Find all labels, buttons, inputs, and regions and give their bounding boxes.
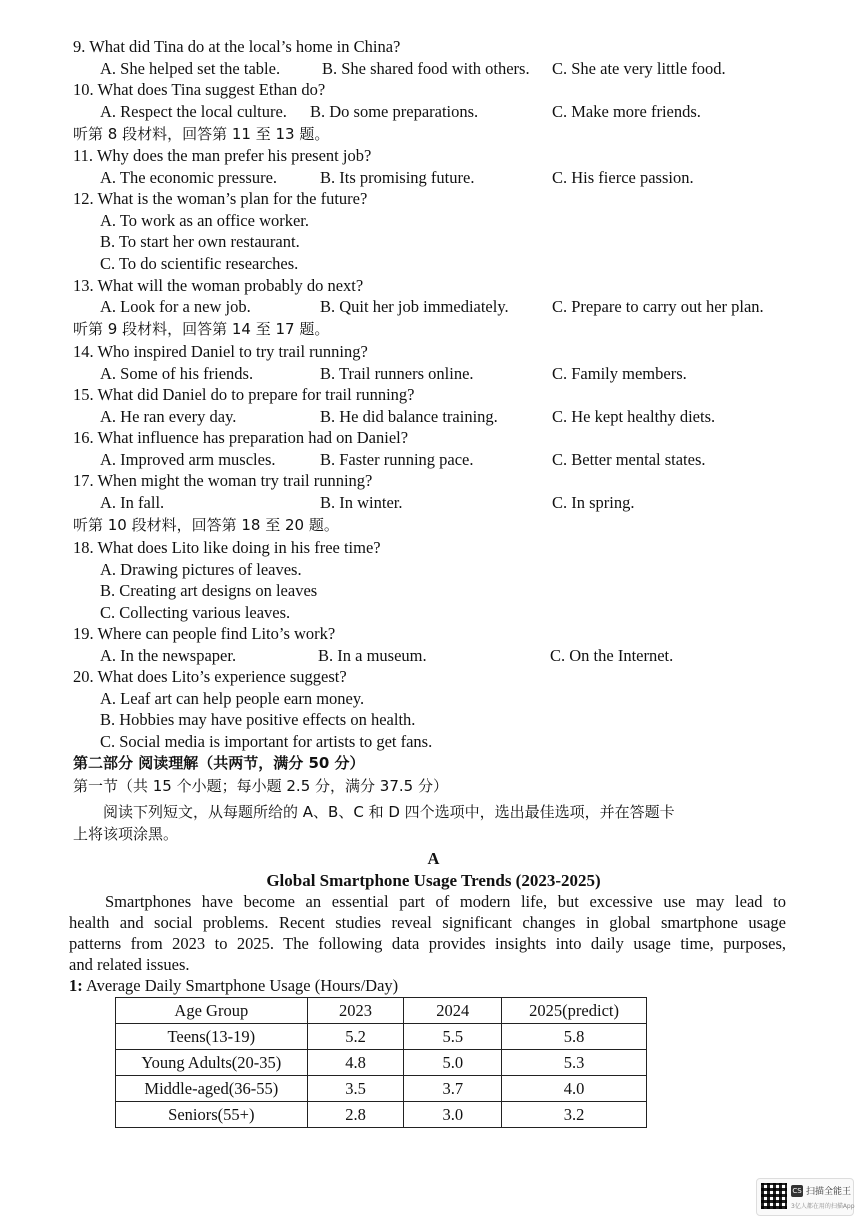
table-cell: 3.2 xyxy=(502,1102,647,1128)
question-18-option-c: C. Collecting various leaves. xyxy=(100,603,291,622)
question-18-option-a: A. Drawing pictures of leaves. xyxy=(100,560,302,579)
table-cell: Young Adults(20-35) xyxy=(116,1050,308,1076)
reading-instruction-line-2: 上将该项涂黑。 xyxy=(73,825,179,843)
table-cell: 3.7 xyxy=(404,1076,502,1102)
table-caption-number: 1: xyxy=(69,976,83,995)
question-19-option-a: A. In the newspaper. xyxy=(100,646,237,665)
section-10-instruction: 听第 10 段材料，回答第 18 至 20 题。 xyxy=(73,516,339,534)
question-20-option-b: B. Hobbies may have positive effects on health. xyxy=(100,710,416,729)
table-cell: 5.5 xyxy=(404,1024,502,1050)
question-12-option-b: B. To start her own restaurant. xyxy=(100,232,300,251)
question-10-stem: 10. What does Tina suggest Ethan do? xyxy=(73,80,326,99)
question-18-stem: 18. What does Lito like doing in his free time? xyxy=(73,538,381,557)
section-8-instruction: 听第 8 段材料，回答第 11 至 13 题。 xyxy=(73,125,330,143)
question-12-option-c: C. To do scientific researches. xyxy=(100,254,299,273)
table-cell: 5.3 xyxy=(502,1050,647,1076)
question-14-option-b: B. Trail runners online. xyxy=(320,364,474,383)
question-14-option-a: A. Some of his friends. xyxy=(100,364,254,383)
question-15-option-c: C. He kept healthy diets. xyxy=(552,407,716,426)
part-two-heading: 第二部分 阅读理解（共两节，满分 50 分） xyxy=(73,754,365,772)
question-16-option-b: B. Faster running pace. xyxy=(320,450,474,469)
table-cell: 3.5 xyxy=(307,1076,404,1102)
passage-text-line-4: and related issues. xyxy=(69,955,190,974)
scanner-app-tagline: 3亿人都在用的扫描App xyxy=(791,1203,855,1210)
table-row xyxy=(116,1050,647,1076)
table-cell: 5.8 xyxy=(502,1024,647,1050)
section-one-heading: 第一节（共 15 个小题；每小题 2.5 分，满分 37.5 分） xyxy=(73,777,448,795)
question-12-stem: 12. What is the woman’s plan for the future? xyxy=(73,189,368,208)
question-20-stem: 20. What does Lito’s experience suggest? xyxy=(73,667,347,686)
question-11-option-c: C. His fierce passion. xyxy=(552,168,694,187)
section-9-instruction: 听第 9 段材料，回答第 14 至 17 题。 xyxy=(73,320,330,338)
question-12-option-a: A. To work as an office worker. xyxy=(100,211,310,230)
scanner-watermark xyxy=(756,1178,854,1216)
table-cell: 5.2 xyxy=(307,1024,404,1050)
question-10-option-a: A. Respect the local culture. xyxy=(100,102,287,121)
question-13-option-b: B. Quit her job immediately. xyxy=(320,297,509,316)
question-15-stem: 15. What did Daniel do to prepare for trail running? xyxy=(73,385,415,404)
table-header-row xyxy=(116,998,647,1024)
question-17-option-a: A. In fall. xyxy=(100,493,165,512)
passage-title: Global Smartphone Usage Trends (2023-2025) xyxy=(266,871,601,890)
table-row xyxy=(116,1024,647,1050)
question-10-option-c: C. Make more friends. xyxy=(552,102,701,121)
question-9-stem: 9. What did Tina do at the local’s home in China? xyxy=(73,37,401,56)
table-cell: 4.8 xyxy=(307,1050,404,1076)
reading-instruction-line-1: 阅读下列短文，从每题所给的 A、B、C 和 D 四个选项中，选出最佳选项，并在答题卡 xyxy=(103,803,675,821)
question-15-option-a: A. He ran every day. xyxy=(100,407,237,426)
passage-letter: A xyxy=(427,849,440,868)
table-caption xyxy=(69,976,398,996)
question-13-option-a: A. Look for a new job. xyxy=(100,297,251,316)
question-10-option-b: B. Do some preparations. xyxy=(310,102,479,121)
table-cell: 5.0 xyxy=(404,1050,502,1076)
qr-code-icon xyxy=(761,1183,787,1209)
table-row xyxy=(116,1102,647,1128)
question-14-option-c: C. Family members. xyxy=(552,364,687,383)
table-cell: 3.0 xyxy=(404,1102,502,1128)
table-cell: 4.0 xyxy=(502,1076,647,1102)
table-header-cell: 2024 xyxy=(404,998,502,1024)
question-15-option-b: B. He did balance training. xyxy=(320,407,498,426)
question-20-option-c: C. Social media is important for artists to get fans. xyxy=(100,732,433,751)
question-9-option-a: A. She helped set the table. xyxy=(100,59,281,78)
question-11-option-b: B. Its promising future. xyxy=(320,168,475,187)
table-header-cell: 2025(predict) xyxy=(502,998,647,1024)
question-19-stem: 19. Where can people find Lito’s work? xyxy=(73,624,336,643)
scanner-logo-icon: CS xyxy=(792,1187,802,1195)
question-16-stem: 16. What influence has preparation had on Daniel? xyxy=(73,428,409,447)
question-16-option-c: C. Better mental states. xyxy=(552,450,706,469)
passage-text-line-1: Smartphones have become an essential part of modern life, but excessive use may lead to xyxy=(105,892,786,911)
question-9-option-b: B. She shared food with others. xyxy=(322,59,530,78)
question-11-stem: 11. Why does the man prefer his present job? xyxy=(73,146,372,165)
table-cell: Seniors(55+) xyxy=(116,1102,308,1128)
table-cell: 2.8 xyxy=(307,1102,404,1128)
question-17-stem: 17. When might the woman try trail running? xyxy=(73,471,373,490)
question-17-option-c: C. In spring. xyxy=(552,493,635,512)
scanner-app-name: 扫描全能王 xyxy=(806,1187,852,1197)
question-13-stem: 13. What will the woman probably do next? xyxy=(73,276,364,295)
question-19-option-c: C. On the Internet. xyxy=(550,646,674,665)
question-16-option-a: A. Improved arm muscles. xyxy=(100,450,276,469)
table-header-cell: 2023 xyxy=(307,998,404,1024)
question-11-option-a: A. The economic pressure. xyxy=(100,168,278,187)
usage-table xyxy=(115,997,647,1128)
table-caption-text: Average Daily Smartphone Usage (Hours/Day) xyxy=(82,976,399,995)
passage-text-line-3: patterns from 2023 to 2025. The following data provides insights into daily usage time, purposes, xyxy=(69,934,786,953)
question-13-option-c: C. Prepare to carry out her plan. xyxy=(552,297,764,316)
table-header-cell: Age Group xyxy=(116,998,308,1024)
table-cell: Teens(13-19) xyxy=(116,1024,308,1050)
question-9-option-c: C. She ate very little food. xyxy=(552,59,726,78)
question-18-option-b: B. Creating art designs on leaves xyxy=(100,581,318,600)
table-row xyxy=(116,1076,647,1102)
question-20-option-a: A. Leaf art can help people earn money. xyxy=(100,689,365,708)
question-17-option-b: B. In winter. xyxy=(320,493,403,512)
question-19-option-b: B. In a museum. xyxy=(318,646,427,665)
table-cell: Middle-aged(36-55) xyxy=(116,1076,308,1102)
question-14-stem: 14. Who inspired Daniel to try trail running? xyxy=(73,342,368,361)
passage-text-line-2: health and social problems. Recent studies reveal significant changes in global smartphone usage xyxy=(69,913,786,932)
